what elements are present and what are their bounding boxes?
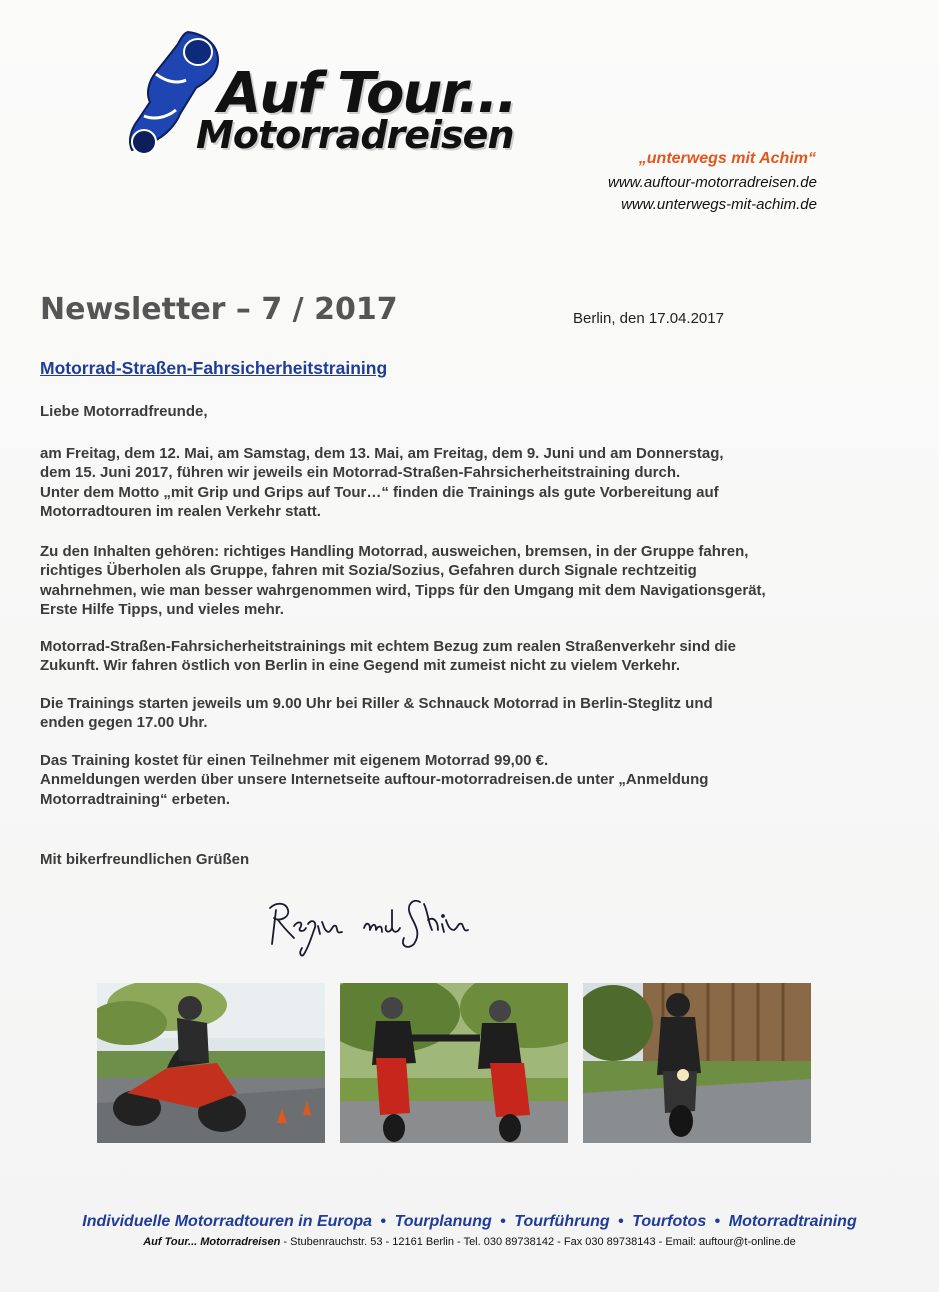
text-line: richtiges Überholen als Gruppe, fahren mit Sozia/Sozius, Gefahren durch Signale rechtzeitig [40, 562, 697, 580]
text-line: Unter dem Motto „mit Grip und Grips auf Tour…“ finden die Trainings als gute Vorbereitung auf [40, 483, 719, 501]
two-riders-handshake-photo-icon [340, 983, 568, 1143]
service-guiding: Tourführung [514, 1213, 610, 1230]
greeting [40, 402, 860, 421]
rider-forest-road-photo-icon [583, 983, 811, 1143]
text-line: Motorrad-Straßen-Fahrsicherheitstrainings mit echtem Bezug zum realen Straßenverkehr sind die [40, 638, 736, 655]
service-photos: Tourfotos [632, 1213, 707, 1230]
newsletter-date: Berlin, den 17.04.2017 [573, 310, 724, 327]
service-tours: Individuelle Motorradtouren in Europa [82, 1213, 373, 1230]
text-line: am Freitag, dem 12. Mai, am Samstag, dem 13. Mai, am Freitag, dem 9. Juni und am Donnerstag, [40, 445, 724, 462]
paragraph-dates [40, 444, 860, 522]
greeting-text: Liebe Motorradfreunde, [40, 403, 208, 420]
service-training: Motorradtraining [728, 1213, 857, 1230]
separator-dot: • [380, 1213, 387, 1230]
text-line: Anmeldungen werden über unsere Internetseite auftour-motorradreisen.de unter „Anmeldung [40, 771, 709, 789]
footer-address[interactable]: - Stubenrauchstr. 53 - 12161 Berlin - Tel. 030 89738142 - Fax 030 89738143 - Email: auftour@t-online.de [280, 1236, 796, 1248]
footer-services [0, 1213, 939, 1231]
logo-subtitle: Motorradreisen [196, 113, 514, 157]
paragraph-contents [40, 542, 860, 620]
text-line: wahrnehmen, wie man besser wahrgenommen wird, Tipps für den Umgang mit dem Navigationsgerät, [40, 581, 766, 599]
paragraph-future [40, 637, 860, 676]
text-line: Zu den Inhalten gehören: richtiges Handling Motorrad, ausweichen, bremsen, in der Gruppe fahren, [40, 543, 749, 560]
auftour-logo[interactable] [126, 30, 586, 160]
footer-contact [0, 1236, 939, 1248]
text-line: Motorradtraining“ erbeten. [40, 790, 231, 808]
website-link-achim[interactable]: www.unterwegs-mit-achim.de [621, 196, 817, 213]
closing [40, 850, 860, 869]
newsletter-title: Newsletter – 7 / 2017 [40, 292, 398, 327]
motorcycle-cornering-photo-icon [97, 983, 325, 1143]
separator-dot: • [500, 1213, 506, 1230]
paragraph-schedule [40, 694, 860, 733]
service-planning: Tourplanung [394, 1213, 492, 1230]
text-line: Das Training kostet für einen Teilnehmer mit eigenem Motorrad 99,00 €. [40, 752, 549, 769]
text-line: dem 15. Juni 2017, führen wir jeweils ein Motorrad-Straßen-Fahrsicherheitstraining durch. [40, 464, 681, 482]
handwritten-signature [262, 888, 502, 960]
tagline: „unterwegs mit Achim“ [638, 150, 816, 167]
text-line: Motorradtouren im realen Verkehr statt. [40, 503, 321, 521]
paragraph-pricing [40, 751, 860, 809]
logo-title: Auf Tour... [218, 61, 516, 126]
text-line: Erste Hilfe Tipps, und vieles mehr. [40, 601, 284, 619]
separator-dot: • [714, 1213, 721, 1230]
text-line: Die Trainings starten jeweils um 9.00 Uhr bei Riller & Schnauck Motorrad in Berlin-Steglitz und [40, 695, 713, 712]
text-line: enden gegen 17.00 Uhr. [40, 714, 208, 732]
website-link-auftour[interactable]: www.auftour-motorradreisen.de [608, 174, 817, 191]
footer-brand: Auf Tour... Motorradreisen [143, 1236, 281, 1248]
separator-dot: • [618, 1213, 624, 1230]
article-heading-link[interactable]: Motorrad-Straßen-Fahrsicherheitstraining [40, 358, 388, 378]
text-line: Zukunft. Wir fahren östlich von Berlin in eine Gegend mit zumeist nicht zu vielem Verkehr. [40, 657, 680, 675]
closing-text: Mit bikerfreundlichen Grüßen [40, 851, 250, 868]
